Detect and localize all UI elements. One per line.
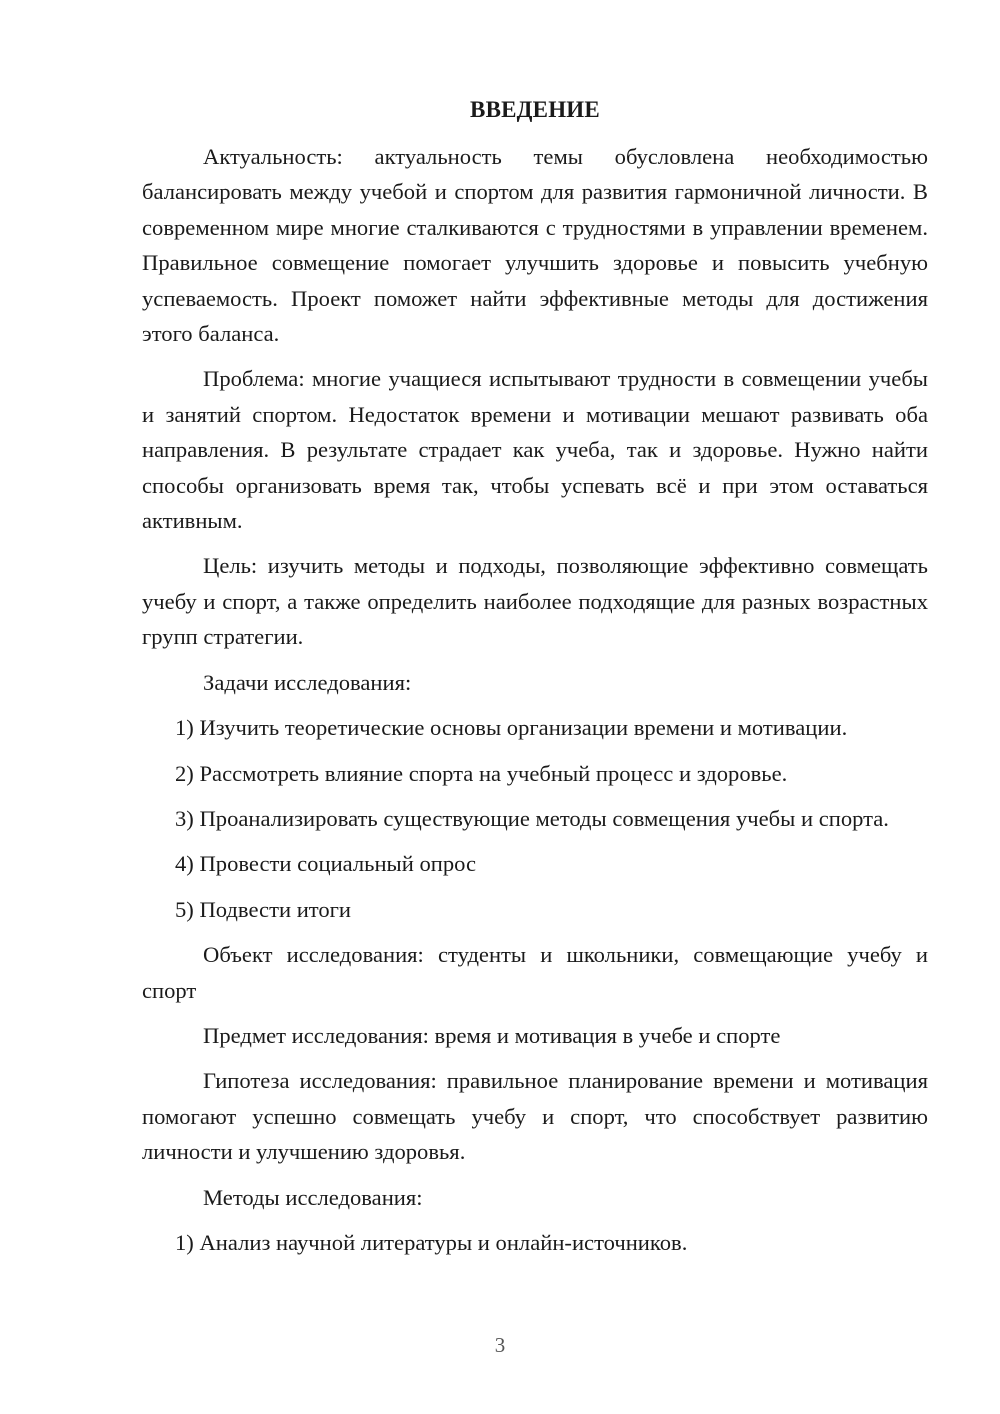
methods-heading: Методы исследования: (203, 1184, 423, 1210)
hypothesis-paragraph: Гипотеза исследования: правильное планирование времени и мотивация помогают успешно совмещать учебу и спорт, что способствует развитию личности и улучшению здоровья. (142, 1068, 928, 1165)
problem-paragraph: Проблема: многие учащиеся испытывают трудности в совмещении учебы и занятий спортом. Недостаток времени и мотивации мешают развивать оба направления. В результате страдает как учеба, так и здоровье. Нужно найти способы организовать время так, чтобы успевать всё и при этом оставаться активным. (142, 366, 928, 534)
object-paragraph: Объект исследования: студенты и школьники, совмещающие учебу и спорт (142, 942, 928, 1003)
task-item: 4) Провести социальный опрос (175, 851, 477, 877)
goal-paragraph: Цель: изучить методы и подходы, позволяющие эффективно совмещать учебу и спорт, а также определить наиболее подходящие для разных возрастных групп стратегии. (142, 553, 928, 650)
page-number: 3 (494, 1333, 506, 1357)
tasks-heading: Задачи исследования: (203, 669, 412, 695)
task-item: 5) Подвести итоги (175, 896, 352, 922)
section-title: ВВЕДЕНИЕ (470, 97, 600, 122)
method-item: 1) Анализ научной литературы и онлайн-источников. (175, 1229, 688, 1255)
relevance-paragraph: Актуальность: актуальность темы обусловлена необходимостью балансировать между учебой и спортом для развития гармоничной личности. В современном мире многие сталкиваются с трудностями в управлении временем. Правильное совмещение помогает улучшить здоровье и повысить учебную успеваемость. Проект поможет найти эффективные методы для достижения этого баланса. (142, 144, 928, 347)
page-content (142, 92, 928, 1270)
task-item: 3) Проанализировать существующие методы совмещения учебы и спорта. (175, 805, 889, 831)
task-item: 1) Изучить теоретические основы организации времени и мотивации. (175, 715, 848, 741)
subject-paragraph: Предмет исследования: время и мотивация в учебе и спорте (203, 1022, 781, 1048)
task-item: 2) Рассмотреть влияние спорта на учебный процесс и здоровье. (175, 760, 788, 786)
